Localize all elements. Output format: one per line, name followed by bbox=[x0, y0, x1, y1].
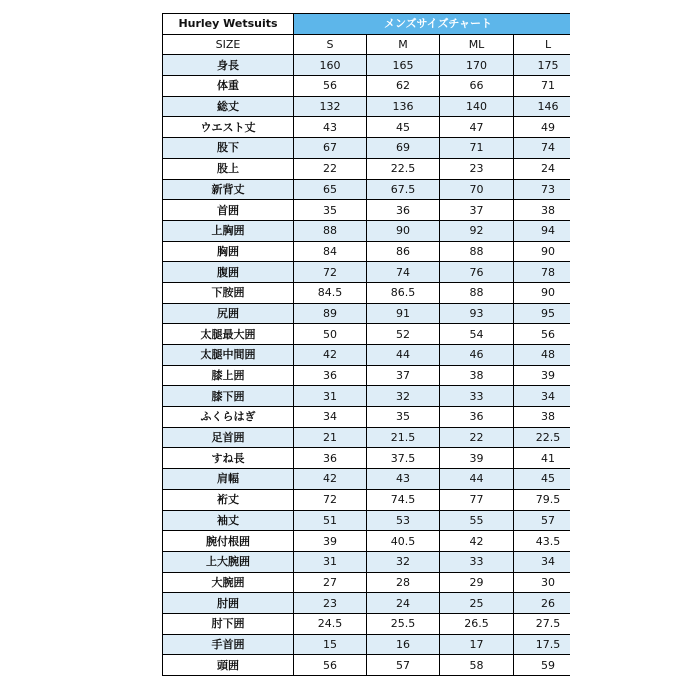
measurement-value: 38 bbox=[514, 200, 571, 221]
measurement-label: ふくらはぎ bbox=[163, 407, 294, 428]
measurement-value: 45 bbox=[367, 117, 440, 138]
measurement-row bbox=[163, 427, 571, 448]
measurement-value: 79.5 bbox=[514, 489, 571, 510]
size-table bbox=[162, 13, 570, 676]
measurement-value: 74 bbox=[514, 138, 571, 159]
measurement-label: 肩幅 bbox=[163, 469, 294, 490]
measurement-value: 37 bbox=[367, 365, 440, 386]
measurement-label: 尻囲 bbox=[163, 303, 294, 324]
measurement-value: 29 bbox=[440, 572, 514, 593]
measurement-value: 95 bbox=[514, 303, 571, 324]
measurement-value: 47 bbox=[440, 117, 514, 138]
measurement-value: 44 bbox=[440, 469, 514, 490]
size-header-m: M bbox=[367, 34, 440, 55]
measurement-label: 手首囲 bbox=[163, 634, 294, 655]
measurement-row bbox=[163, 613, 571, 634]
measurement-value: 35 bbox=[367, 407, 440, 428]
measurement-value: 26 bbox=[514, 593, 571, 614]
measurement-value: 37.5 bbox=[367, 448, 440, 469]
measurement-row bbox=[163, 469, 571, 490]
measurement-row bbox=[163, 634, 571, 655]
measurement-row bbox=[163, 531, 571, 552]
measurement-value: 90 bbox=[367, 220, 440, 241]
measurement-label: 膝上囲 bbox=[163, 365, 294, 386]
measurement-label: 首囲 bbox=[163, 200, 294, 221]
measurement-value: 74.5 bbox=[367, 489, 440, 510]
measurement-row bbox=[163, 593, 571, 614]
measurement-value: 44 bbox=[367, 345, 440, 366]
measurement-value: 72 bbox=[294, 489, 367, 510]
measurement-value: 21 bbox=[294, 427, 367, 448]
measurement-value: 165 bbox=[367, 55, 440, 76]
measurement-value: 33 bbox=[440, 551, 514, 572]
measurement-value: 72 bbox=[294, 262, 367, 283]
measurement-label: 裄丈 bbox=[163, 489, 294, 510]
measurement-value: 39 bbox=[514, 365, 571, 386]
measurement-value: 73 bbox=[514, 179, 571, 200]
measurement-value: 31 bbox=[294, 386, 367, 407]
measurement-value: 39 bbox=[294, 531, 367, 552]
measurement-label: 足首囲 bbox=[163, 427, 294, 448]
measurement-value: 76 bbox=[440, 262, 514, 283]
measurement-value: 22.5 bbox=[514, 427, 571, 448]
measurement-value: 88 bbox=[294, 220, 367, 241]
measurement-value: 40.5 bbox=[367, 531, 440, 552]
measurement-value: 146 bbox=[514, 96, 571, 117]
measurement-label: 太腿中間囲 bbox=[163, 345, 294, 366]
measurement-value: 74 bbox=[367, 262, 440, 283]
measurement-value: 42 bbox=[440, 531, 514, 552]
measurement-row bbox=[163, 200, 571, 221]
measurement-value: 32 bbox=[367, 551, 440, 572]
measurement-value: 48 bbox=[514, 345, 571, 366]
measurement-value: 24 bbox=[514, 158, 571, 179]
measurement-label: 新背丈 bbox=[163, 179, 294, 200]
measurement-value: 57 bbox=[514, 510, 571, 531]
measurement-label: 肘囲 bbox=[163, 593, 294, 614]
measurement-value: 36 bbox=[440, 407, 514, 428]
measurement-value: 39 bbox=[440, 448, 514, 469]
measurement-value: 77 bbox=[440, 489, 514, 510]
measurement-label: 体重 bbox=[163, 76, 294, 97]
measurement-row bbox=[163, 407, 571, 428]
measurement-value: 15 bbox=[294, 634, 367, 655]
measurement-value: 62 bbox=[367, 76, 440, 97]
size-header-label: SIZE bbox=[163, 34, 294, 55]
measurement-value: 90 bbox=[514, 241, 571, 262]
brand-row bbox=[163, 14, 571, 35]
measurement-value: 86.5 bbox=[367, 282, 440, 303]
measurement-value: 88 bbox=[440, 241, 514, 262]
measurement-row bbox=[163, 655, 571, 676]
measurement-row bbox=[163, 96, 571, 117]
measurement-label: 総丈 bbox=[163, 96, 294, 117]
measurement-value: 132 bbox=[294, 96, 367, 117]
chart-title: メンズサイズチャート bbox=[294, 14, 571, 35]
measurement-value: 160 bbox=[294, 55, 367, 76]
size-header-ml: ML bbox=[440, 34, 514, 55]
measurement-value: 65 bbox=[294, 179, 367, 200]
measurement-row bbox=[163, 138, 571, 159]
measurement-value: 17.5 bbox=[514, 634, 571, 655]
brand-name: Hurley Wetsuits bbox=[163, 14, 294, 35]
measurement-row bbox=[163, 241, 571, 262]
measurement-value: 31 bbox=[294, 551, 367, 572]
measurement-label: 大腕囲 bbox=[163, 572, 294, 593]
measurement-label: 腹囲 bbox=[163, 262, 294, 283]
measurement-value: 42 bbox=[294, 469, 367, 490]
measurement-label: 腕付根囲 bbox=[163, 531, 294, 552]
measurement-label: 胸囲 bbox=[163, 241, 294, 262]
size-header-row bbox=[163, 34, 571, 55]
measurement-value: 78 bbox=[514, 262, 571, 283]
measurement-value: 23 bbox=[294, 593, 367, 614]
measurement-value: 59 bbox=[514, 655, 571, 676]
size-table-body bbox=[163, 14, 571, 676]
measurement-label: 股下 bbox=[163, 138, 294, 159]
measurement-value: 43 bbox=[367, 469, 440, 490]
measurement-row bbox=[163, 262, 571, 283]
measurement-value: 52 bbox=[367, 324, 440, 345]
measurement-value: 37 bbox=[440, 200, 514, 221]
measurement-value: 21.5 bbox=[367, 427, 440, 448]
measurement-label: 上大腕囲 bbox=[163, 551, 294, 572]
measurement-value: 30 bbox=[514, 572, 571, 593]
measurement-value: 43.5 bbox=[514, 531, 571, 552]
measurement-value: 86 bbox=[367, 241, 440, 262]
measurement-value: 25 bbox=[440, 593, 514, 614]
measurement-value: 22 bbox=[440, 427, 514, 448]
measurement-label: 肘下囲 bbox=[163, 613, 294, 634]
measurement-value: 43 bbox=[294, 117, 367, 138]
size-header-l: L bbox=[514, 34, 571, 55]
measurement-row bbox=[163, 179, 571, 200]
measurement-value: 32 bbox=[367, 386, 440, 407]
measurement-value: 71 bbox=[440, 138, 514, 159]
measurement-value: 89 bbox=[294, 303, 367, 324]
measurement-value: 54 bbox=[440, 324, 514, 345]
measurement-value: 22 bbox=[294, 158, 367, 179]
measurement-value: 38 bbox=[440, 365, 514, 386]
measurement-value: 93 bbox=[440, 303, 514, 324]
measurement-value: 71 bbox=[514, 76, 571, 97]
measurement-value: 140 bbox=[440, 96, 514, 117]
measurement-label: 頭囲 bbox=[163, 655, 294, 676]
measurement-value: 90 bbox=[514, 282, 571, 303]
measurement-value: 24.5 bbox=[294, 613, 367, 634]
measurement-value: 55 bbox=[440, 510, 514, 531]
measurement-value: 42 bbox=[294, 345, 367, 366]
measurement-row bbox=[163, 76, 571, 97]
measurement-label: 身長 bbox=[163, 55, 294, 76]
measurement-row bbox=[163, 282, 571, 303]
measurement-value: 25.5 bbox=[367, 613, 440, 634]
measurement-value: 66 bbox=[440, 76, 514, 97]
measurement-label: 膝下囲 bbox=[163, 386, 294, 407]
measurement-value: 84.5 bbox=[294, 282, 367, 303]
measurement-row bbox=[163, 386, 571, 407]
measurement-value: 56 bbox=[514, 324, 571, 345]
measurement-value: 27.5 bbox=[514, 613, 571, 634]
measurement-row bbox=[163, 158, 571, 179]
measurement-value: 70 bbox=[440, 179, 514, 200]
measurement-value: 56 bbox=[294, 655, 367, 676]
measurement-row bbox=[163, 117, 571, 138]
measurement-value: 23 bbox=[440, 158, 514, 179]
measurement-value: 88 bbox=[440, 282, 514, 303]
measurement-label: 下胺囲 bbox=[163, 282, 294, 303]
measurement-value: 58 bbox=[440, 655, 514, 676]
measurement-value: 17 bbox=[440, 634, 514, 655]
measurement-label: すね長 bbox=[163, 448, 294, 469]
measurement-row bbox=[163, 551, 571, 572]
measurement-label: ウエスト丈 bbox=[163, 117, 294, 138]
measurement-value: 36 bbox=[294, 448, 367, 469]
measurement-value: 84 bbox=[294, 241, 367, 262]
measurement-value: 51 bbox=[294, 510, 367, 531]
measurement-row bbox=[163, 365, 571, 386]
measurement-value: 34 bbox=[514, 386, 571, 407]
measurement-value: 22.5 bbox=[367, 158, 440, 179]
measurement-value: 136 bbox=[367, 96, 440, 117]
measurement-value: 36 bbox=[367, 200, 440, 221]
measurement-row bbox=[163, 55, 571, 76]
measurement-value: 45 bbox=[514, 469, 571, 490]
measurement-value: 91 bbox=[367, 303, 440, 324]
measurement-value: 69 bbox=[367, 138, 440, 159]
measurement-row bbox=[163, 345, 571, 366]
measurement-value: 56 bbox=[294, 76, 367, 97]
measurement-value: 94 bbox=[514, 220, 571, 241]
measurement-row bbox=[163, 510, 571, 531]
measurement-row bbox=[163, 303, 571, 324]
measurement-value: 38 bbox=[514, 407, 571, 428]
measurement-value: 34 bbox=[294, 407, 367, 428]
measurement-value: 27 bbox=[294, 572, 367, 593]
measurement-value: 92 bbox=[440, 220, 514, 241]
measurement-row bbox=[163, 220, 571, 241]
measurement-value: 28 bbox=[367, 572, 440, 593]
measurement-value: 170 bbox=[440, 55, 514, 76]
measurement-value: 16 bbox=[367, 634, 440, 655]
measurement-row bbox=[163, 572, 571, 593]
measurement-value: 24 bbox=[367, 593, 440, 614]
measurement-label: 太腿最大囲 bbox=[163, 324, 294, 345]
measurement-value: 175 bbox=[514, 55, 571, 76]
measurement-label: 上胸囲 bbox=[163, 220, 294, 241]
measurement-row bbox=[163, 324, 571, 345]
measurement-value: 36 bbox=[294, 365, 367, 386]
measurement-value: 67 bbox=[294, 138, 367, 159]
measurement-value: 46 bbox=[440, 345, 514, 366]
measurement-value: 67.5 bbox=[367, 179, 440, 200]
measurement-value: 35 bbox=[294, 200, 367, 221]
measurement-row bbox=[163, 489, 571, 510]
measurement-label: 股上 bbox=[163, 158, 294, 179]
measurement-value: 26.5 bbox=[440, 613, 514, 634]
measurement-value: 34 bbox=[514, 551, 571, 572]
size-chart bbox=[162, 13, 570, 690]
size-header-s: S bbox=[294, 34, 367, 55]
measurement-row bbox=[163, 448, 571, 469]
measurement-value: 50 bbox=[294, 324, 367, 345]
measurement-value: 41 bbox=[514, 448, 571, 469]
measurement-value: 33 bbox=[440, 386, 514, 407]
measurement-value: 57 bbox=[367, 655, 440, 676]
measurement-value: 49 bbox=[514, 117, 571, 138]
measurement-label: 袖丈 bbox=[163, 510, 294, 531]
measurement-value: 53 bbox=[367, 510, 440, 531]
